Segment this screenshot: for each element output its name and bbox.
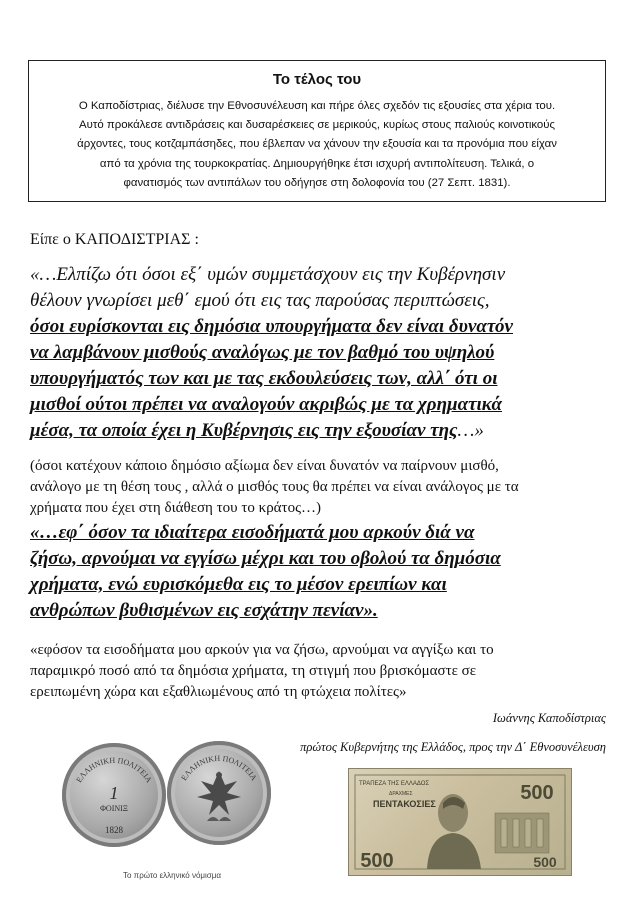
- coin-obverse-year: 1828: [105, 825, 123, 835]
- box-line: φανατισμός των αντιπάλων του οδήγησε στη δολοφονία του (27 Σεπτ. 1831).: [123, 176, 511, 189]
- quote-line: υπουργήματός των και με τας εκδουλεύσεις των, αλλ΄ ότι οι: [30, 368, 498, 389]
- coin-obverse-image: [62, 743, 166, 847]
- quote-line: ζήσω, αρνούμαι να εγγίσω μέχρι και του οβολού τα δημόσια: [30, 548, 501, 569]
- paraphrase-second: [30, 640, 610, 703]
- quote-line: θέλουν γνωρίσει μεθ΄ εμού ότι εις τας παρούσας περιπτώσεις,: [30, 290, 490, 311]
- banknote-bank-name: ΤΡΑΠΕΖΑ ΤΗΣ ΕΛΛΑΔΟΣ: [359, 781, 430, 787]
- coin-reverse-legend: ΕΛΛΗΝΙΚΗ ΠΟΛΙΤΕΙΑ: [179, 753, 259, 783]
- banknote-value-top: 500: [520, 782, 554, 804]
- banknote-denomination: ΠΕΝΤΑΚΟΣΙΕΣ: [373, 799, 436, 809]
- quote-line-tail: ».: [363, 600, 378, 621]
- para-line: (όσοι κατέχουν κάποιο δημόσιο αξίωμα δεν είναι δυνατόν να παίρνουν μισθό,: [30, 458, 499, 474]
- quote-line: να λαμβάνουν μισθούς αναλόγως με τον βαθμό του υψηλού: [30, 342, 495, 363]
- quote-line-text: ανθρώπων βυθισμένων εις εσχάτην πενίαν: [30, 600, 364, 621]
- coin-obverse-legend: ΕΛΛΗΝΙΚΗ ΠΟΛΙΤΕΙΑ: [74, 755, 154, 785]
- quote-line: μισθοί ούτοι πρέπει να αναλογούν ακριβώς με τα χρηματικά: [30, 394, 503, 415]
- paraphrase-first: [30, 456, 610, 519]
- box-line: Αυτό προκάλεσε αντιδράσεις και δυσαρέσκειες σε μερικούς, κυρίως στους παλιούς κοινοτικούς: [79, 119, 555, 132]
- banknote-value-bottom: 500: [360, 850, 394, 872]
- quote-line: «…Ελπίζω ότι όσοι εξ΄ υμών συμμετάσχουν εις την Κυβέρνησιν: [30, 264, 506, 285]
- coin-reverse-image: [167, 741, 271, 845]
- quote-line-last: [30, 418, 608, 444]
- signature-role: πρώτος Κυβερνήτης της Ελλάδος, προς την Δ΄ Εθνοσυνέλευση: [300, 740, 606, 754]
- flame-icon: [207, 817, 231, 821]
- banknote-value-corner: 500: [533, 854, 557, 870]
- quote-line-last: [30, 598, 608, 624]
- para-line: χρήματα που έχει στη διάθεση του το κράτος…): [30, 500, 321, 516]
- para-line: ερειπωμένη χώρα και εξαθλιωμένους από τη φτώχεια πολίτες»: [30, 684, 407, 700]
- coin-obverse-value: 1: [109, 783, 119, 803]
- intro-line: Είπε ο ΚΑΠΟΔΙΣΤΡΙΑΣ :: [30, 231, 199, 248]
- quote-line: χρήματα, ενώ ευρισκόμεθα εις το μέσον ερειπίων και: [30, 574, 447, 595]
- para-line: παραμικρό ποσό από τα δημόσια χρήματα, τη στιγμή που βρισκόμαστε σε: [30, 663, 477, 679]
- coin-obverse-art: [62, 743, 166, 847]
- coin-reverse-art: [167, 741, 271, 845]
- coin-caption: Το πρώτο ελληνικό νόμισμα: [123, 871, 221, 880]
- quote-line-text: μέσα, τα οποία έχει η Κυβέρνησις εις την εξουσίαν της: [30, 420, 458, 441]
- box-title: Το τέλος του: [272, 71, 362, 88]
- coin-obverse-unit: ΦΟΙΝΙΞ: [100, 804, 128, 813]
- quote-line-tail: …»: [457, 420, 484, 441]
- quote-line: «…εφ΄ όσον τα ιδιαίτερα εισοδήματά μου αρκούν διά να: [30, 522, 475, 543]
- box-line: Ο Καποδίστριας, διέλυσε την Εθνοσυνέλευση και πήρε όλες σχεδόν τις εξουσίες στα χέρια του.: [78, 100, 556, 112]
- quote-second: [30, 520, 608, 624]
- para-line: ανάλογο με τη θέση τους , αλλά ο μισθός τους θα πρέπει να είναι ανάλογος με τα: [30, 479, 519, 495]
- building-icon: [495, 813, 549, 853]
- banknote-art: [349, 769, 571, 875]
- para-line: «εφόσον τα εισοδήματα μου αρκούν για να ζήσω, αρνούμαι να αγγίξω και το: [30, 642, 494, 658]
- quote-first: [30, 262, 608, 444]
- box-line: από τα χρόνια της τουρκοκρατίας. Δημιουργήθηκε έτσι ισχυρή αντιπολίτευση. Τελικά, ο: [99, 157, 535, 170]
- quote-line: όσοι ευρίσκονται εις δημόσια υπουργήματα δεν είναι δυνατόν: [30, 316, 513, 337]
- banknote-image: [348, 768, 572, 876]
- box-body: [35, 97, 599, 193]
- banknote-currency: ΔΡΑΧΜΕΣ: [389, 791, 413, 797]
- summary-box: [28, 60, 606, 202]
- signature-name: Ιωάννης Καποδίστριας: [492, 711, 606, 725]
- box-line: άρχοντες, τους κοτζαμπάσηδες, που έβλεπαν να χάνουν την εξουσία και τα προνόμια που είχαν: [77, 138, 557, 151]
- phoenix-icon: [197, 771, 241, 815]
